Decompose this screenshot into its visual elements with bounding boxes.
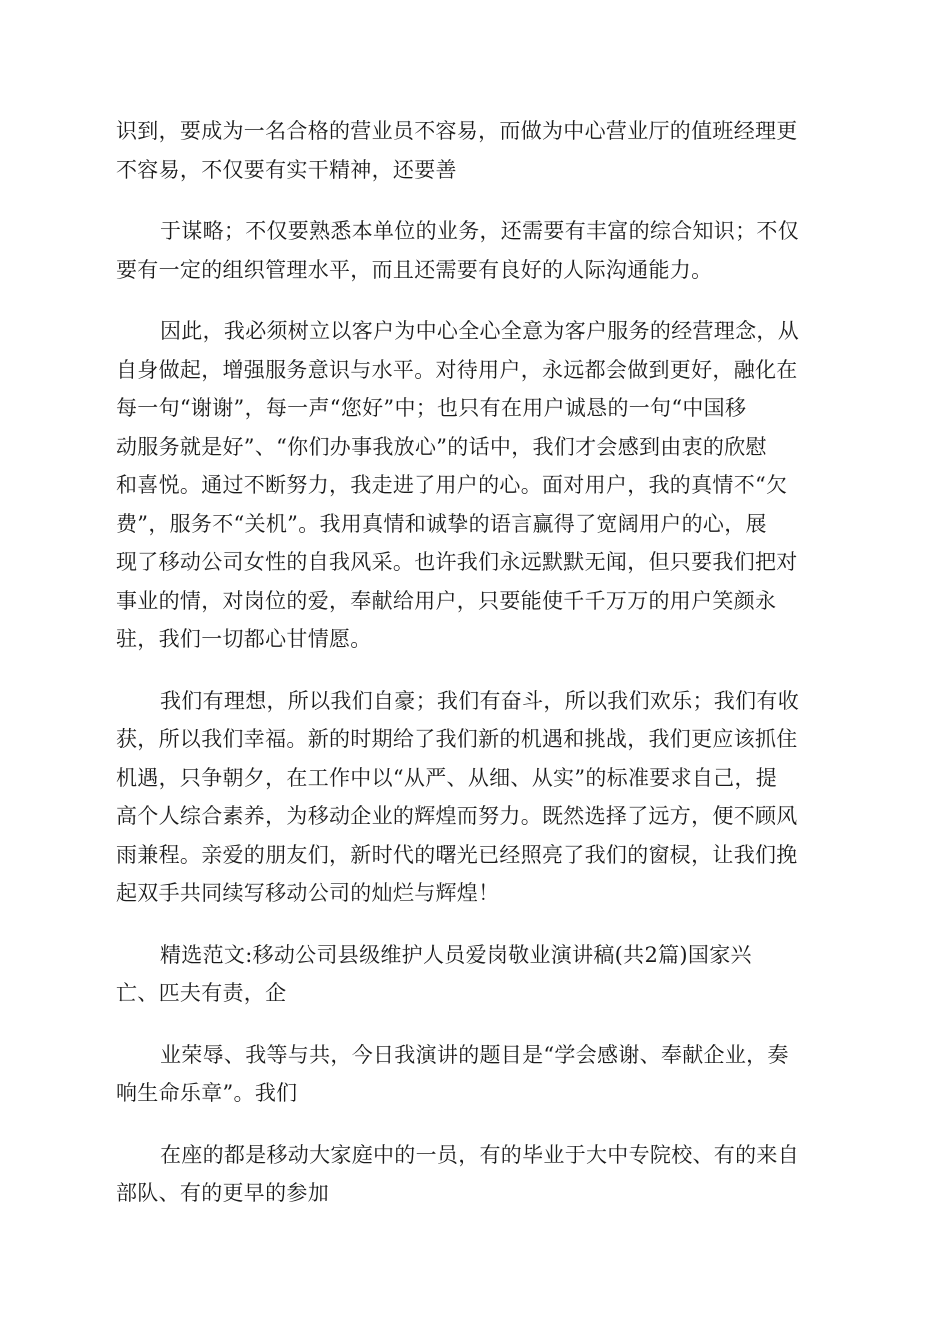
text-line: 在座的都是移动大家庭中的一员，有的毕业于大中专院校、有的来自 (160, 1142, 799, 1167)
text-line: 现了移动公司女性的自我风采。也许我们永远默默无闻，但只要我们把对 (116, 550, 798, 574)
text-line: 动服务就是好”、“你们办事我放心”的话中，我们才会感到由衷的欣慰 (116, 434, 767, 459)
text-line: 高个人综合素养，为移动企业的辉煌而努力。既然选择了远方，便不顾风 (116, 804, 798, 828)
text-line: 部队、有的更早的参加 (116, 1181, 329, 1205)
text-line: 机遇，只争朝夕，在工作中以“从严、从细、从实”的标准要求自己，提 (116, 765, 778, 790)
text-line: 起双手共同续写移动公司的灿烂与辉煌！ (116, 881, 500, 905)
text-line: 自身做起，增强服务意识与水平。对待用户，永远都会做到更好，融化在 (116, 357, 798, 382)
paragraph-2 (116, 212, 834, 289)
paragraph-5 (116, 936, 834, 1013)
text-line: 不容易，不仅要有实干精神，还要善 (116, 157, 457, 182)
text-line: 驻，我们一切都心甘情愿。 (116, 627, 372, 651)
text-line: 费”，服务不“关机”。我用真情和诚挚的语言赢得了宽阔用户的心，展 (116, 511, 767, 536)
text-line: 事业的情，对岗位的爱，奉献给用户，只要能使千千万万的用户笑颜永 (116, 588, 777, 613)
text-line: 因此，我必须树立以客户为中心全心全意为客户服务的经营理念，从 (160, 319, 799, 343)
paragraph-7 (116, 1136, 834, 1213)
paragraph-3 (116, 312, 834, 659)
text-line: 获，所以我们幸福。新的时期给了我们新的机遇和挑战，我们更应该抓住 (116, 727, 798, 751)
paragraph-1 (116, 112, 834, 189)
text-line: 每一句“谢谢”，每一声“您好”中；也只有在用户诚恳的一句“中国移 (116, 396, 747, 420)
text-line: 于谋略；不仅要熟悉本单位的业务，还需要有丰富的综合知识；不仅 (160, 219, 799, 243)
text-line: 和喜悦。通过不断努力，我走进了用户的心。面对用户，我的真情不“欠 (116, 473, 788, 497)
text-line: 我们有理想，所以我们自豪；我们有奋斗，所以我们欢乐；我们有收 (160, 688, 799, 713)
text-line: 业荣辱、我等与共，今日我演讲的题目是“学会感谢、奉献企业，奏 (160, 1042, 789, 1067)
text-line: 要有一定的组织管理水平，而且还需要有良好的人际沟通能力。 (116, 257, 713, 282)
paragraph-4 (116, 682, 834, 913)
text-line: 精选范文:移动公司县级维护人员爱岗敬业演讲稿(共2篇)国家兴 (160, 942, 752, 967)
text-line: 响生命乐章”。我们 (116, 1081, 298, 1105)
document-body (116, 112, 834, 1236)
text-line: 识到，要成为一名合格的营业员不容易，而做为中心营业厅的值班经理更 (116, 119, 798, 143)
text-line: 雨兼程。亲爱的朋友们，新时代的曙光已经照亮了我们的窗棂，让我们挽 (116, 842, 798, 867)
text-line: 亡、匹夫有责，企 (116, 981, 287, 1005)
paragraph-6 (116, 1036, 834, 1113)
